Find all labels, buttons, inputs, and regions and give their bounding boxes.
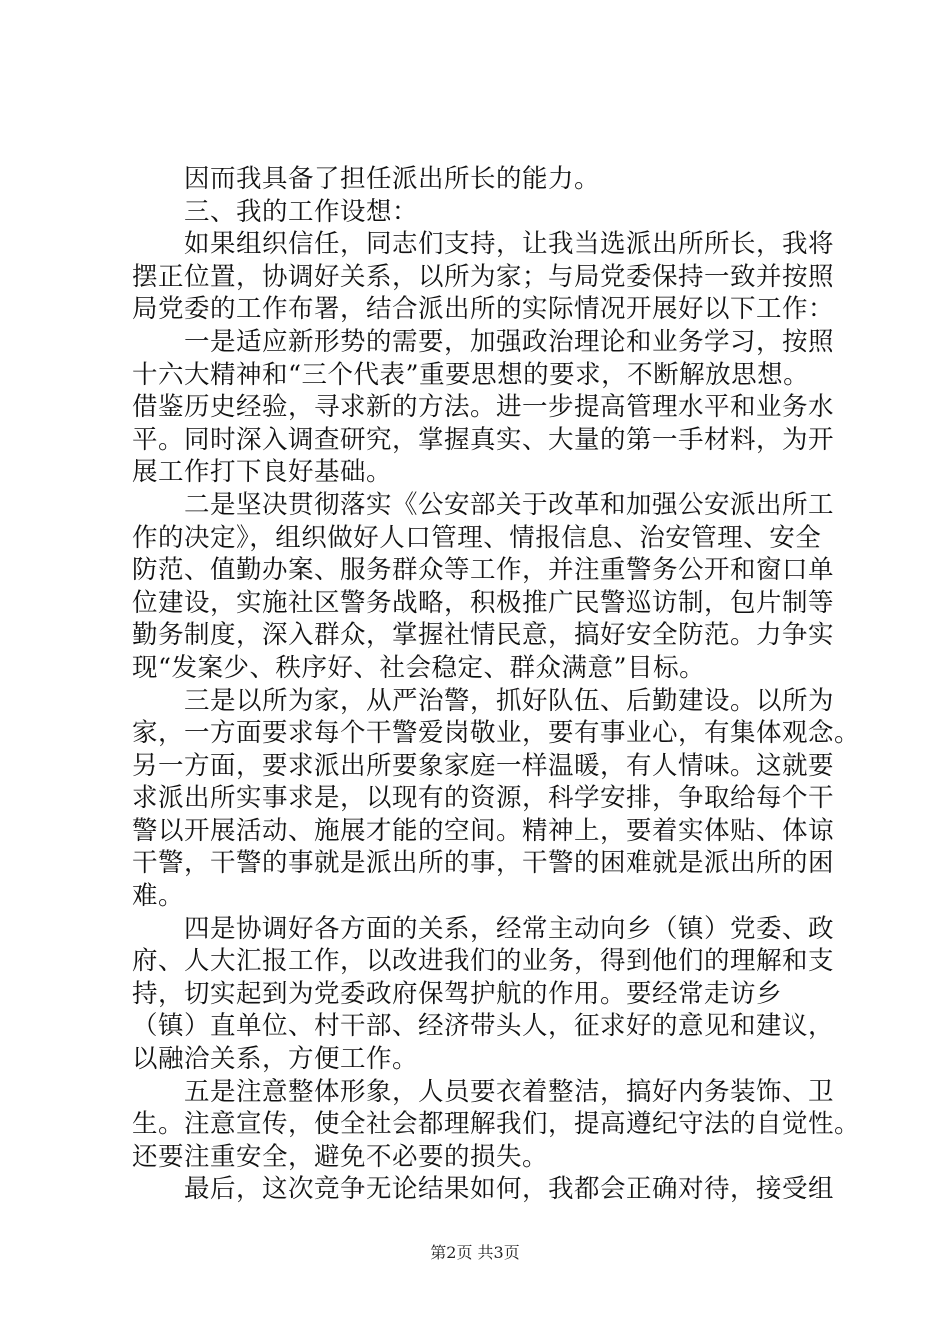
text-line: 借鉴历史经验，寻求新的方法。进一步提高管理水平和业务水: [132, 392, 835, 423]
text-line: 十六大精神和“三个代表”重要思想的要求，不断解放思想。: [132, 359, 810, 390]
text-line: 如果组织信任，同志们支持，让我当选派出所所长，我将: [184, 229, 835, 260]
text-line: 另一方面，要求派出所要象家庭一样温暖，有人情味。这就要: [132, 750, 835, 781]
text-line: 以融洽关系，方便工作。: [132, 1044, 419, 1075]
text-line: 还要注重安全，避免不必要的损失。: [132, 1141, 549, 1172]
text-line: 平。同时深入调查研究，掌握真实、大量的第一手材料，为开: [132, 424, 835, 455]
text-line: （镇）直单位、村干部、经济带头人，征求好的意见和建议，: [132, 1011, 835, 1042]
text-line: 作的决定》，组织做好人口管理、情报信息、治安管理、安全: [132, 522, 822, 553]
text-line: 位建设，实施社区警务战略，积极推广民警巡访制，包片制等: [132, 587, 835, 618]
text-line: 家，一方面要求每个干警爱岗敬业，要有事业心，有集体观念。: [132, 718, 861, 749]
page-number-footer: 第2页 共3页: [430, 1243, 520, 1262]
text-line: 防范、值勤办案、服务群众等工作，并注重警务公开和窗口单: [132, 555, 835, 586]
text-line: 干警，干警的事就是派出所的事，干警的困难就是派出所的困: [132, 848, 835, 879]
text-line: 难。: [132, 881, 185, 912]
text-line: 生。注意宣传，使全社会都理解我们，提高遵纪守法的自觉性。: [132, 1109, 861, 1140]
text-line: 展工作打下良好基础。: [132, 457, 393, 488]
text-line: 持，切实起到为党委政府保驾护航的作用。要经常走访乡: [132, 978, 783, 1009]
text-line: 最后，这次竞争无论结果如何，我都会正确对待，接受组: [184, 1174, 835, 1205]
text-line: 勤务制度，深入群众，掌握社情民意，搞好安全防范。力争实: [132, 620, 835, 651]
text-line: 警以开展活动、施展才能的空间。精神上，要着实体贴、体谅: [132, 815, 835, 846]
text-line: 三、我的工作设想：: [184, 196, 419, 227]
text-line: 府、人大汇报工作，以改进我们的业务，得到他们的理解和支: [132, 946, 835, 977]
text-line: 五是注意整体形象，人员要衣着整洁，搞好内务装饰、卫: [184, 1076, 835, 1107]
text-line: 三是以所为家，从严治警，抓好队伍、后勤建设。以所为: [184, 685, 835, 716]
text-line: 局党委的工作布署，结合派出所的实际情况开展好以下工作：: [132, 294, 835, 325]
text-line: 二是坚决贯彻落实《公安部关于改革和加强公安派出所工: [184, 489, 835, 520]
text-line: 求派出所实事求是，以现有的资源，科学安排，争取给每个干: [132, 783, 835, 814]
text-line: 现“发案少、秩序好、社会稳定、群众满意”目标。: [132, 652, 706, 683]
text-line: 因而我具备了担任派出所长的能力。: [184, 164, 601, 194]
text-line: 四是协调好各方面的关系，经常主动向乡（镇）党委、政: [184, 913, 835, 944]
text-line: 摆正位置，协调好关系，以所为家；与局党委保持一致并按照: [132, 261, 835, 292]
text-line: 一是适应新形势的需要，加强政治理论和业务学习，按照: [184, 326, 835, 357]
document-body: [132, 163, 861, 1206]
